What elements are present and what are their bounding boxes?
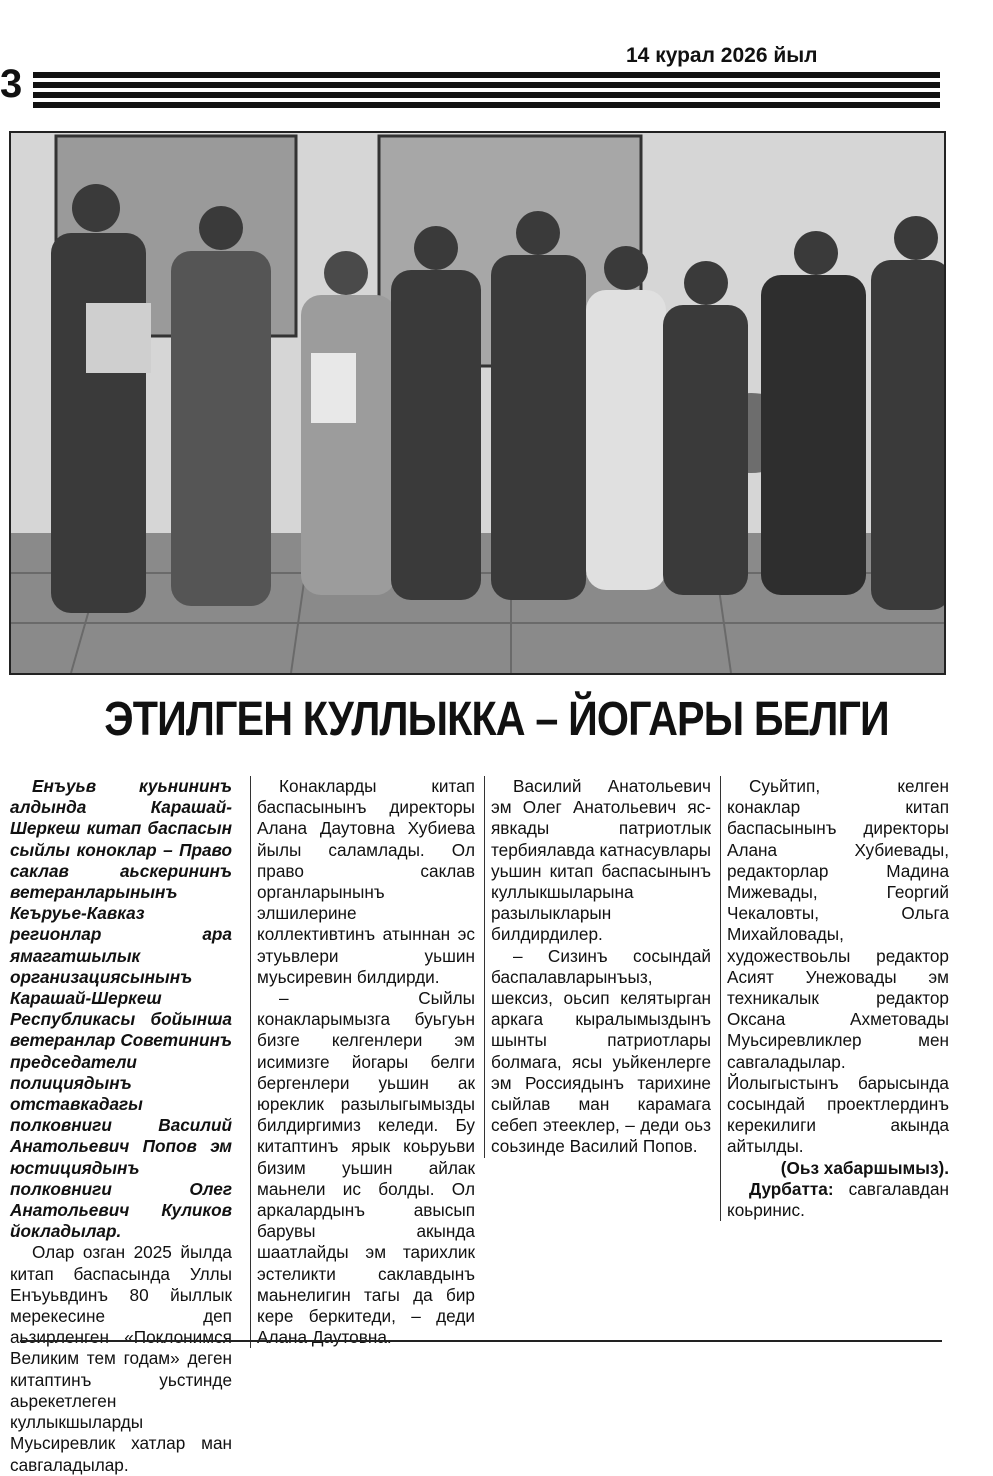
article-paragraph: Конакларды китап баспасынынъ директоры Алана Даутовна Хубиева йылы саламлады. Ол право саклав органларынынъ элшилерине коллективтинъ атыннан эс этуьвлери уьшин муьсиревин билдирди. [257, 776, 475, 987]
article-lead: Енъуьв куьнининъ алдында Карашай-Шеркеш китап баспасын сыйлы коноклар – Право саклав аьскерининъ ветеранларынынъ Кеъруье-Кавказ регионлар ара ямагатшылык организациясынынъ Карашай-Шеркеш Республикасы бойынша ветеранлар Советининъ председатели полициядынъ отставкадагы полковниги Василий Анатольевич Попов эм юстициядынъ полковниги Олег Анатольевич Куликов йокладылар. [10, 776, 232, 1242]
article-paragraph: – Сизинъ сосындай баспалавларынъыз, шексиз, оьсип келятырган аркага кыралымыздынъ шынты патриотлары болмага, ясы уьйкенлерге эм Россиядынъ тарихине сыйлав ман карамага себеп этееклер, – деди оьз соьзинде Василий Попов. [491, 945, 711, 1157]
page-number: 3 [0, 62, 23, 106]
article-column-3 [484, 776, 711, 1158]
issue-date: 14 курал 2026 йыл [626, 44, 818, 67]
masthead-rule [33, 72, 940, 112]
article-paragraph: – Сыйлы конакларымызга буьгуьн бизге келгенлери эм исимизге йогары белги бергенлери уьшин ак юреклик разылыгымызды билдиргимиз келеди. Бу китаптинъ ярык коьруьви бизим уьшин айлак маьнели ис болды. Ол аркалардынъ авысып барувы акында шаатлайды эм тарихлик эстеликти саклавдынъ маьнелигин тагы да бир кере беркитеди, – деди Алана Даутовна. [257, 988, 475, 1348]
article-paragraph: Олар озган 2025 йылда китап баспасында Уллы Енъуьвдинъ 80 йыллык мерекесине деп аьзирленген «Поклонимся Великим тем годам» деген китаптинъ уьстинде аьрекетлеген куллыкшыларды Муьсиревлик хатлар ман савгаладылар. [10, 1242, 232, 1475]
article-paragraph: Василий Анатольевич эм Олег Анатольевич яс-явкады патриотлык тербиялавда катнасувлары уьшин китап баспасынынъ куллыкшыларына разылыкларын билдирдилер. [491, 776, 711, 945]
photo-credit-label: Дурбатта: [749, 1178, 834, 1199]
article-column-4 [720, 776, 949, 1221]
group-photo [9, 131, 946, 675]
article-signature: (Оьз хабаршымыз). [780, 1157, 949, 1178]
article-column-1 [10, 776, 232, 1476]
article-column-2 [250, 776, 475, 1348]
article-paragraph: Суьйтип, келген конаклар китап баспасынынъ директоры Алана Хубиевады, редакторлар Мадина Мижевады, Георгий Чекаловты, Ольга Михайловады, художествоьлы редактор Асият Унежовады эм техникалык редактор Оксана Ахметовады Муьсиревликлер мен савгаладылар. Йолыгыстынъ барысында сосындай проектлердинъ керекилиги акында айтылды. [727, 776, 949, 1157]
bottom-rule [20, 1340, 942, 1342]
photo-credit-text: савгалавдан коьринис. [727, 1178, 949, 1221]
article-headline: ЭТИЛГЕН КУЛЛЫККА – ЙОГАРЫ БЕЛГИ [104, 693, 889, 746]
photo-credit [727, 1179, 949, 1221]
